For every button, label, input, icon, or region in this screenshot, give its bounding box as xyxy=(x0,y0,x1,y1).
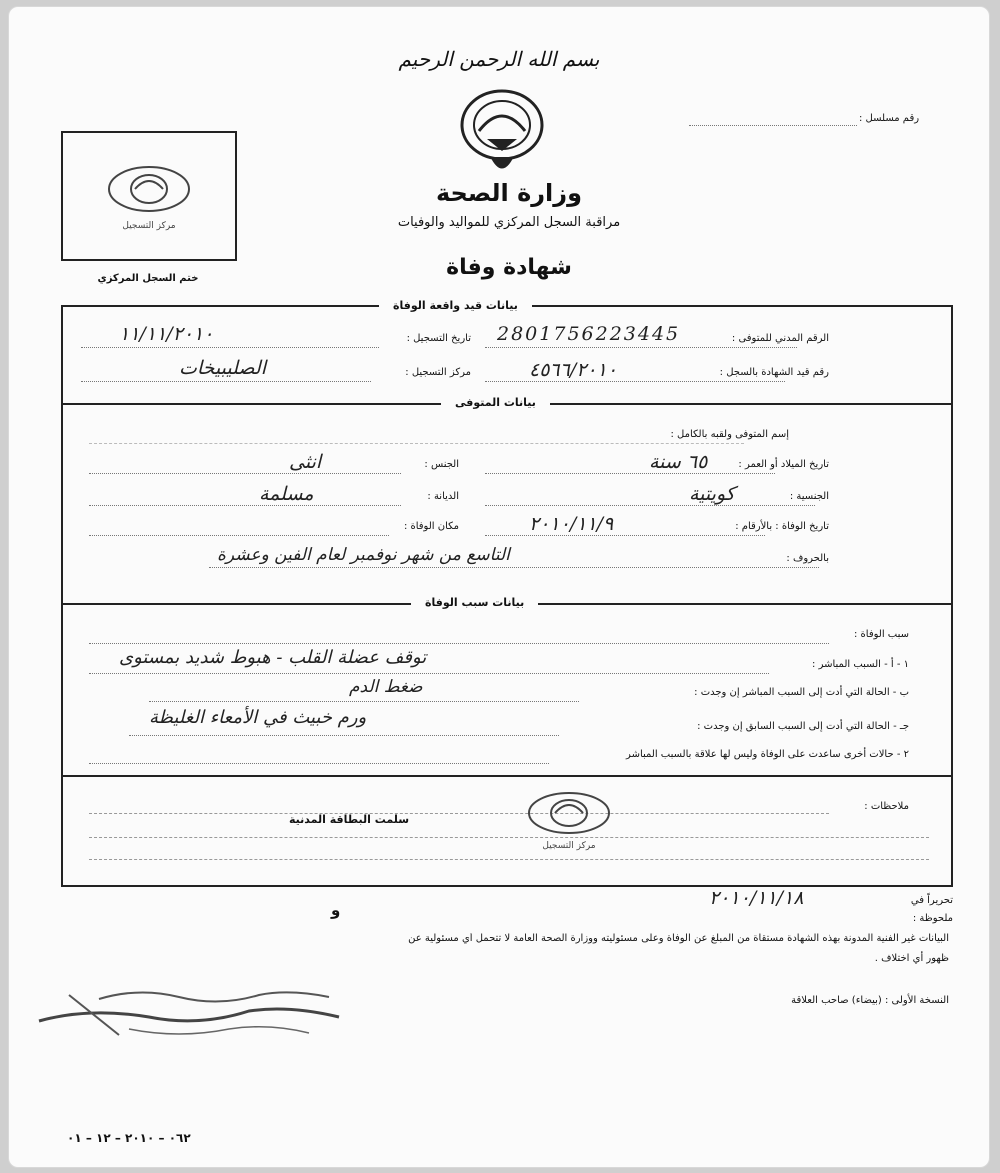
place-line xyxy=(89,535,389,536)
direct-cause-label: ١ - أ - السبب المباشر : xyxy=(812,659,909,670)
stamp-inner-text: مركز التسجيل xyxy=(122,221,176,231)
stamp-seal xyxy=(103,163,195,219)
copy-label: النسخة الأولى : (بيضاء) صاحب العلاقة xyxy=(791,995,949,1006)
note-label: ملحوظة : xyxy=(912,913,953,924)
stamp-box xyxy=(61,131,237,261)
reg-date-label: تاريخ التسجيل : xyxy=(406,333,471,344)
reg-center-value: الصليبيخات xyxy=(179,357,266,379)
other-line xyxy=(89,763,549,764)
remarks-line-1 xyxy=(89,813,829,814)
death-reg-no-line xyxy=(485,381,785,382)
nationality-value: كويتية xyxy=(689,483,735,505)
dod-words-value: التاسع من شهر نوفمبر لعام الفين وعشرة xyxy=(217,545,510,565)
issued-value: ٢٠١٠/١١/١٨ xyxy=(709,887,804,909)
state-emblem xyxy=(457,81,547,181)
issued-label: تحريراً في xyxy=(910,895,953,906)
place-label: مكان الوفاة : xyxy=(403,521,459,532)
condition-c-value: ورم خبيث في الأمعاء الغليظة xyxy=(149,707,367,728)
condition-c-line xyxy=(129,735,559,736)
remarks-label: ملاحظات : xyxy=(864,801,909,812)
sex-label: الجنس : xyxy=(424,459,459,470)
seal-inner-text: مركز التسجيل xyxy=(542,841,596,851)
dod-words-line xyxy=(209,567,819,568)
reg-center-line xyxy=(81,381,371,382)
section1-title: بيانات قيد واقعة الوفاة xyxy=(379,299,532,312)
serial-line xyxy=(689,125,857,126)
cause-line xyxy=(89,643,829,644)
dod-line xyxy=(485,535,765,536)
civil-id-value: 2801756223445 xyxy=(497,323,681,345)
section2-title: بيانات المتوفى xyxy=(441,396,550,409)
death-reg-no-label: رقم قيد الشهادة بالسجل : xyxy=(719,367,829,378)
section4-rule xyxy=(61,775,953,777)
serial-label: رقم مسلسل : xyxy=(859,113,920,124)
remarks-line-3 xyxy=(89,859,929,860)
registration-seal xyxy=(521,789,617,847)
stamp-caption: ختم السجل المركزي xyxy=(97,273,199,284)
sex-value: انثى xyxy=(289,451,322,473)
reg-center-label: مركز التسجيل : xyxy=(405,367,471,378)
note-line-1: البيانات غير الفنية المدونة بهذه الشهادة مستقاة من المبلغ عن الوفاة وعلى مسئوليته ووزارة الصحة العامة لا تتحمل أي مسئولية عن xyxy=(408,933,949,944)
bismillah: بسم الله الرحمن الرحيم xyxy=(398,47,600,71)
sex-line xyxy=(89,473,401,474)
nationality-line xyxy=(485,505,815,506)
name-label: إسم المتوفى ولقبه بالكامل : xyxy=(670,429,789,440)
civil-id-line xyxy=(485,347,797,348)
bottom-code: ٠٦٢ – ٢٠١٠ – ١٢ – ٠١ xyxy=(67,1131,191,1145)
dob-label: تاريخ الميلاد أو العمر : xyxy=(738,459,829,470)
death-reg-no-value: ٤٥٦٦/٢٠١٠ xyxy=(529,359,618,381)
direct-cause-value: توقف عضلة القلب - هبوط شديد بمستوى xyxy=(119,647,427,668)
cause-label: سبب الوفاة : xyxy=(854,629,909,640)
dod-value: ٢٠١٠/١١/٩ xyxy=(529,513,614,535)
name-line xyxy=(89,443,744,444)
other-label: ٢ - حالات أخرى ساعدت على الوفاة وليس لها علاقة بالسبب المباشر xyxy=(626,749,909,760)
condition-b-label: ب - الحالة التي أدت إلى السبب المباشر إن وجدت : xyxy=(694,687,909,698)
direct-cause-line xyxy=(89,673,769,674)
remarks-line-2 xyxy=(89,837,929,838)
dob-line xyxy=(485,473,775,474)
signature-stamp xyxy=(29,977,349,1047)
reg-date-value: ١١/١١/٢٠١٠ xyxy=(119,323,214,345)
condition-b-value: ضغط الدم xyxy=(349,677,423,697)
ministry-name: وزارة الصحة xyxy=(435,179,583,207)
dod-label: تاريخ الوفاة : بالأرقام : xyxy=(735,521,829,532)
religion-line xyxy=(89,505,401,506)
department-name: مراقبة السجل المركزي للمواليد والوفيات xyxy=(397,215,621,230)
condition-b-line xyxy=(149,701,579,702)
death-certificate-page xyxy=(8,6,990,1168)
dob-value: ٦٥ سنة xyxy=(649,451,708,473)
printed-note: سلمت البطاقة المدنية xyxy=(289,813,410,826)
footer-mark: و xyxy=(331,901,341,919)
section3-title: بيانات سبب الوفاة xyxy=(411,596,538,609)
condition-c-label: جـ - الحالة التي أدت إلى السبب السابق إن وجدت : xyxy=(697,721,909,732)
dod-words-label: بالحروف : xyxy=(786,553,829,564)
civil-id-label: الرقم المدني للمتوفى : xyxy=(731,333,829,344)
religion-value: مسلمة xyxy=(259,483,314,505)
reg-date-line xyxy=(81,347,379,348)
certificate-title: شهادة وفاة xyxy=(446,255,572,280)
nationality-label: الجنسية : xyxy=(789,491,829,502)
religion-label: الديانة : xyxy=(427,491,459,502)
note-line-2: ظهور أي اختلاف . xyxy=(874,953,949,964)
